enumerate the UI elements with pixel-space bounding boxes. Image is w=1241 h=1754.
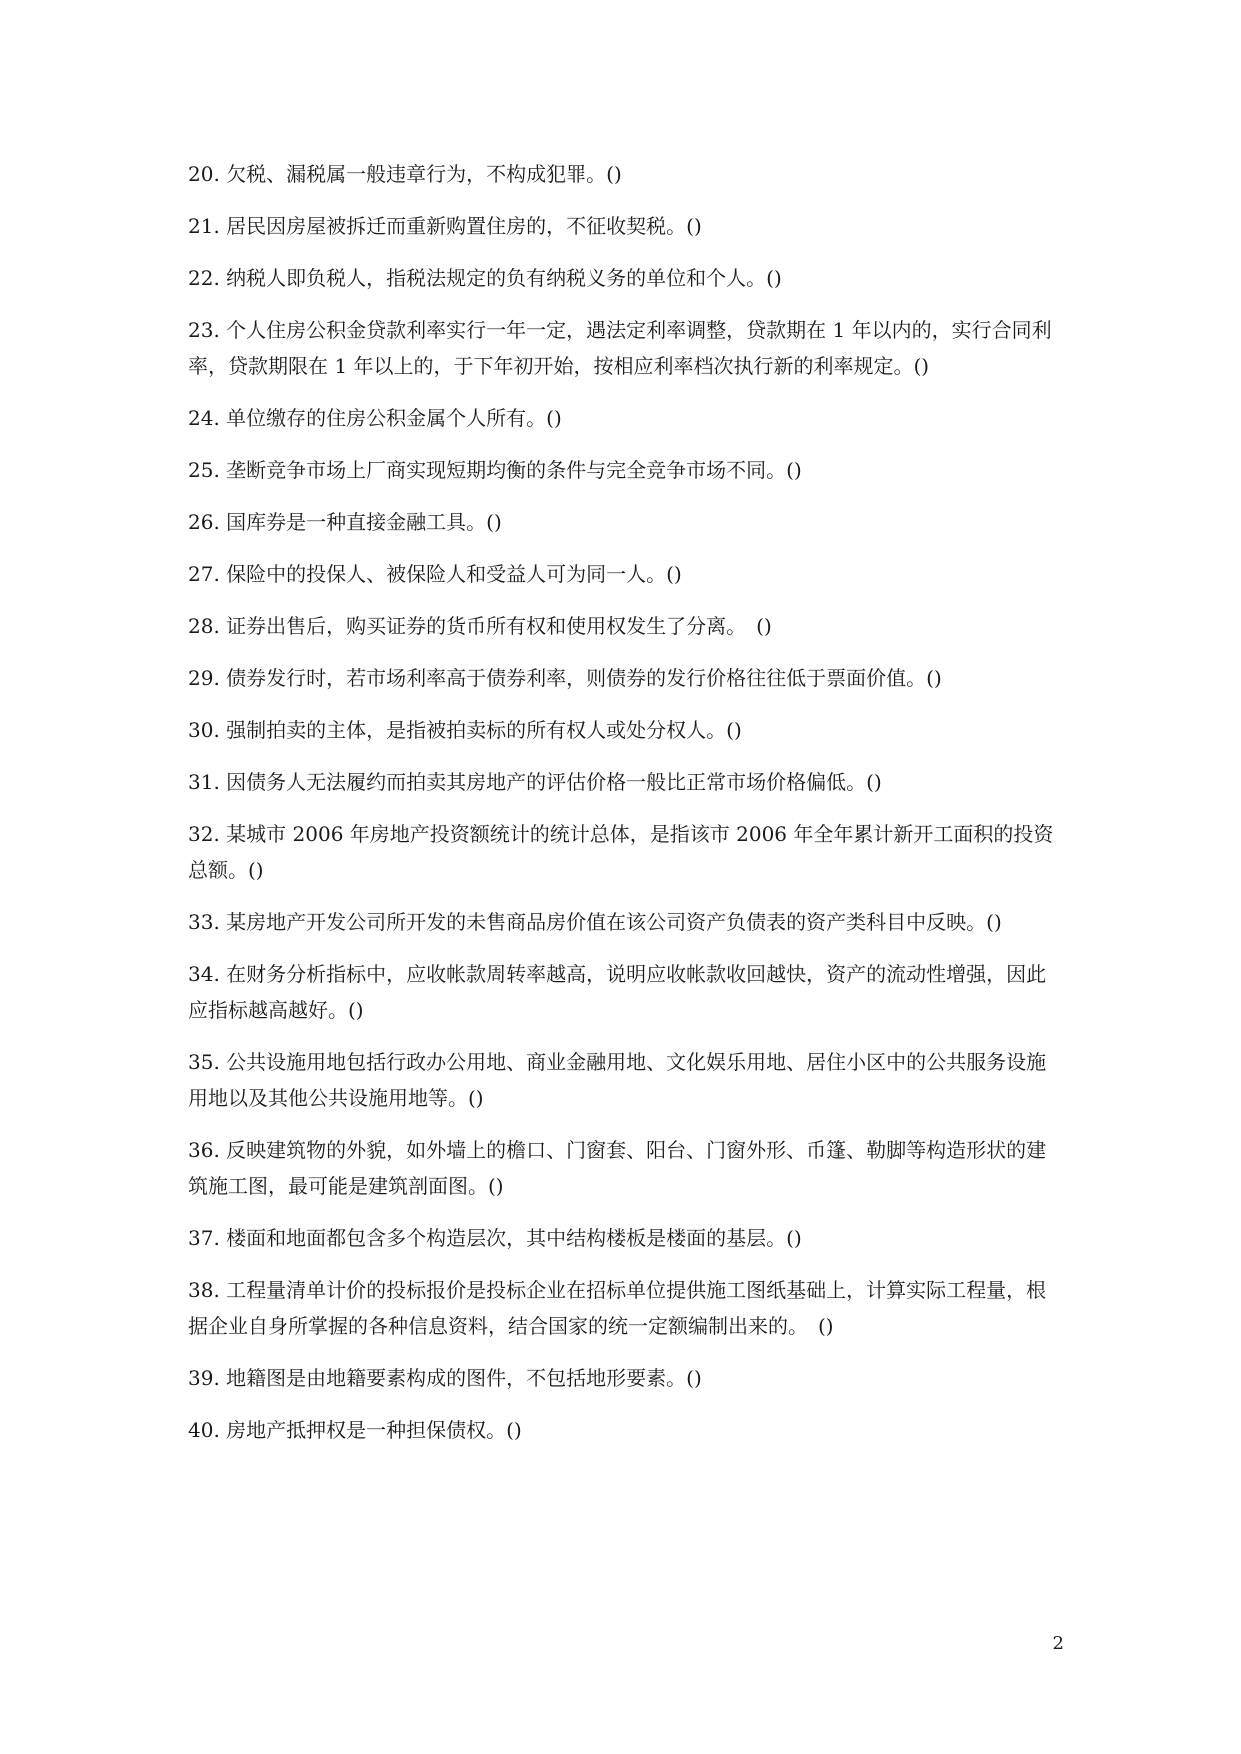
question-item: 25. 垄断竞争市场上厂商实现短期均衡的条件与完全竞争市场不同。(): [188, 458, 802, 482]
question-item: 39. 地籍图是由地籍要素构成的图件，不包括地形要素。(): [188, 1366, 702, 1390]
question-item: 30. 强制拍卖的主体，是指被拍卖标的所有权人或处分权人。(): [188, 718, 742, 742]
question-item: 24. 单位缴存的住房公积金属个人所有。(): [188, 406, 562, 430]
question-item: 26. 国库券是一种直接金融工具。(): [188, 510, 502, 534]
question-item: 36. 反映建筑物的外貌，如外墙上的檐口、门窗套、阳台、门窗外形、币篷、勒脚等构造形状的建筑施工图，最可能是建筑剖面图。(): [188, 1138, 1047, 1198]
page-number: 2: [1052, 1633, 1064, 1654]
question-item: 20. 欠税、漏税属一般违章行为，不构成犯罪。(): [188, 162, 622, 186]
question-item: 21. 居民因房屋被拆迁而重新购置住房的，不征收契税。(): [188, 214, 702, 238]
question-list: [188, 156, 1060, 1464]
question-item: 37. 楼面和地面都包含多个构造层次，其中结构楼板是楼面的基层。(): [188, 1226, 802, 1250]
question-item: 34. 在财务分析指标中，应收帐款周转率越高，说明应收帐款收回越快，资产的流动性增强，因此应指标越高越好。(): [188, 962, 1047, 1022]
question-item: 23. 个人住房公积金贷款利率实行一年一定，遇法定利率调整，贷款期在 1 年以内的，实行合同利率，贷款期限在 1 年以上的，于下年初开始，按相应利率档次执行新的利率规定。(): [188, 318, 1052, 378]
question-item: 29. 债券发行时，若市场利率高于债券利率，则债券的发行价格往往低于票面价值。(): [188, 666, 942, 690]
question-item: 27. 保险中的投保人、被保险人和受益人可为同一人。(): [188, 562, 682, 586]
question-item: 22. 纳税人即负税人，指税法规定的负有纳税义务的单位和个人。(): [188, 266, 782, 290]
question-item: 33. 某房地产开发公司所开发的未售商品房价值在该公司资产负债表的资产类科目中反映。(): [188, 910, 1002, 934]
question-item: 35. 公共设施用地包括行政办公用地、商业金融用地、文化娱乐用地、居住小区中的公共服务设施用地以及其他公共设施用地等。(): [188, 1050, 1047, 1110]
question-item: 40. 房地产抵押权是一种担保债权。(): [188, 1418, 522, 1442]
question-item: 28. 证券出售后，购买证券的货币所有权和使用权发生了分离。 (): [188, 614, 772, 638]
question-item: 32. 某城市 2006 年房地产投资额统计的统计总体，是指该市 2006 年全年累计新开工面积的投资总额。(): [188, 822, 1054, 882]
question-item: 38. 工程量清单计价的投标报价是投标企业在招标单位提供施工图纸基础上，计算实际工程量，根据企业自身所掌握的各种信息资料，结合国家的统一定额编制出来的。 (): [188, 1278, 1047, 1338]
question-item: 31. 因债务人无法履约而拍卖其房地产的评估价格一般比正常市场价格偏低。(): [188, 770, 882, 794]
